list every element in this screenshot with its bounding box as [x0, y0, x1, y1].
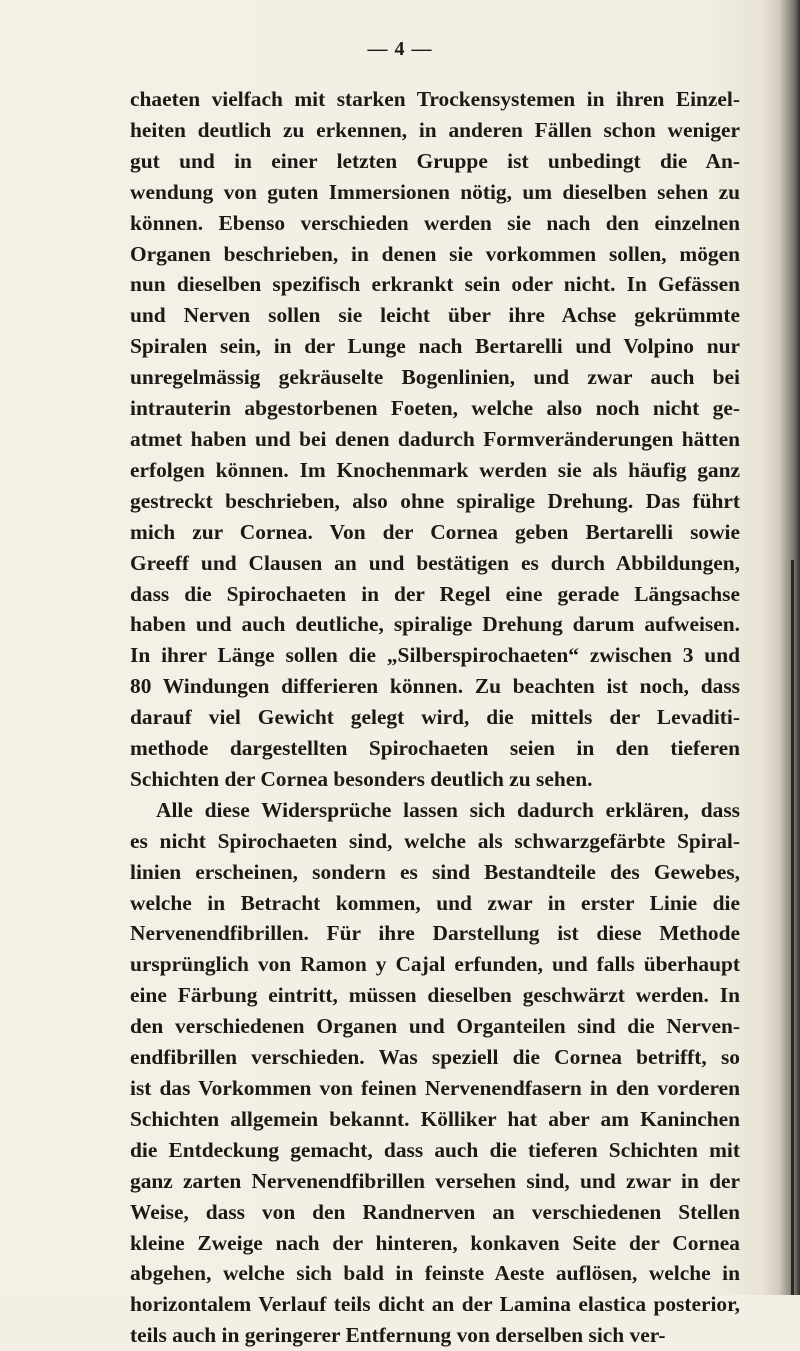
text-line: Alle diese Widersprüche lassen sich dadurch erklären, dass — [156, 797, 740, 822]
text-line: heiten deutlich zu erkennen, in anderen Fällen schon weniger — [130, 117, 740, 142]
text-line: wendung von guten Immersionen nötig, um dieselben sehen zu — [130, 179, 740, 204]
text-line: linien erscheinen, sondern es sind Bestandteile des Gewebes, — [130, 859, 740, 884]
text-line: haben und auch deutliche, spiralige Drehung darum aufweisen. — [130, 612, 740, 637]
text-line: den verschiedenen Organen und Organteilen sind die Nerven- — [130, 1014, 740, 1039]
text-line: horizontalem Verlauf teils dicht an der Lamina elastica posterior, — [130, 1292, 740, 1317]
text-line: Nervenendfibrillen. Für ihre Darstellung ist diese Methode — [130, 921, 740, 946]
text-line: intrauterin abgestorbenen Foeten, welche also noch nicht ge- — [130, 396, 740, 421]
text-line: die Entdeckung gemacht, dass auch die tieferen Schichten mit — [130, 1137, 740, 1162]
text-line: erfolgen können. Im Knochenmark werden sie als häufig ganz — [130, 457, 740, 482]
text-line: In ihrer Länge sollen die „Silberspirochaeten“ zwischen 3 und — [130, 643, 740, 668]
text-line: nun dieselben spezifisch erkrankt sein oder nicht. In Gefässen — [130, 272, 740, 297]
text-line: und Nerven sollen sie leicht über ihre Achse gekrümmte — [130, 303, 740, 328]
text-line: Schichten der Cornea besonders deutlich zu sehen. — [130, 766, 593, 791]
page-binding-edge — [791, 560, 794, 1295]
text-line: chaeten vielfach mit starken Trockensystemen in ihren Einzel- — [130, 87, 740, 111]
text-line: eine Färbung eintritt, müssen dieselben geschwärzt werden. In — [130, 983, 740, 1008]
page-number: — 4 — — [367, 38, 433, 60]
text-line: ist das Vorkommen von feinen Nervenendfasern in den vorderen — [130, 1076, 740, 1100]
text-line: Schichten allgemein bekannt. Kölliker hat aber am Kaninchen — [130, 1106, 740, 1131]
text-line: Greeff und Clausen an und bestätigen es durch Abbildungen, — [130, 550, 740, 575]
text-line: können. Ebenso verschieden werden sie nach den einzelnen — [130, 210, 740, 235]
text-line: unregelmässig gekräuselte Bogenlinien, und zwar auch bei — [130, 365, 740, 390]
text-line: gestreckt beschrieben, also ohne spiralige Drehung. Das führt — [130, 488, 740, 513]
page-gutter-shadow — [762, 0, 800, 1295]
text-line: Organen beschrieben, in denen sie vorkommen sollen, mögen — [130, 241, 740, 266]
text-line: mich zur Cornea. Von der Cornea geben Bertarelli sowie — [130, 519, 740, 544]
text-line: methode dargestellten Spirochaeten seien in den tieferen — [130, 736, 740, 761]
text-line: gut und in einer letzten Gruppe ist unbedingt die An- — [130, 148, 740, 173]
text-line: atmet haben und bei denen dadurch Formveränderungen hätten — [130, 426, 740, 451]
body-text — [130, 84, 740, 1351]
text-line: Spiralen sein, in der Lunge nach Bertarelli und Volpino nur — [130, 334, 740, 359]
text-line: kleine Zweige nach der hinteren, konkaven Seite der Cornea — [130, 1230, 740, 1255]
text-line: darauf viel Gewicht gelegt wird, die mittels der Levaditi- — [130, 705, 740, 730]
text-line: welche in Betracht kommen, und zwar in erster Linie die — [130, 890, 740, 915]
text-line: 80 Windungen differieren können. Zu beachten ist noch, dass — [130, 674, 740, 699]
text-line: teils auch in geringerer Entfernung von derselben sich ver- — [130, 1323, 666, 1348]
text-line: dass die Spirochaeten in der Regel eine gerade Längsachse — [130, 581, 740, 606]
text-line: Weise, dass von den Randnerven an verschiedenen Stellen — [130, 1199, 740, 1224]
text-line: ursprünglich von Ramon y Cajal erfunden, und falls überhaupt — [130, 952, 740, 977]
text-line: es nicht Spirochaeten sind, welche als schwarzgefärbte Spiral- — [130, 828, 740, 853]
text-line: abgehen, welche sich bald in feinste Aeste auflösen, welche in — [130, 1261, 740, 1286]
text-line: ganz zarten Nervenendfibrillen versehen sind, und zwar in der — [130, 1168, 740, 1193]
text-line: endfibrillen verschieden. Was speziell die Cornea betrifft, so — [130, 1045, 740, 1070]
